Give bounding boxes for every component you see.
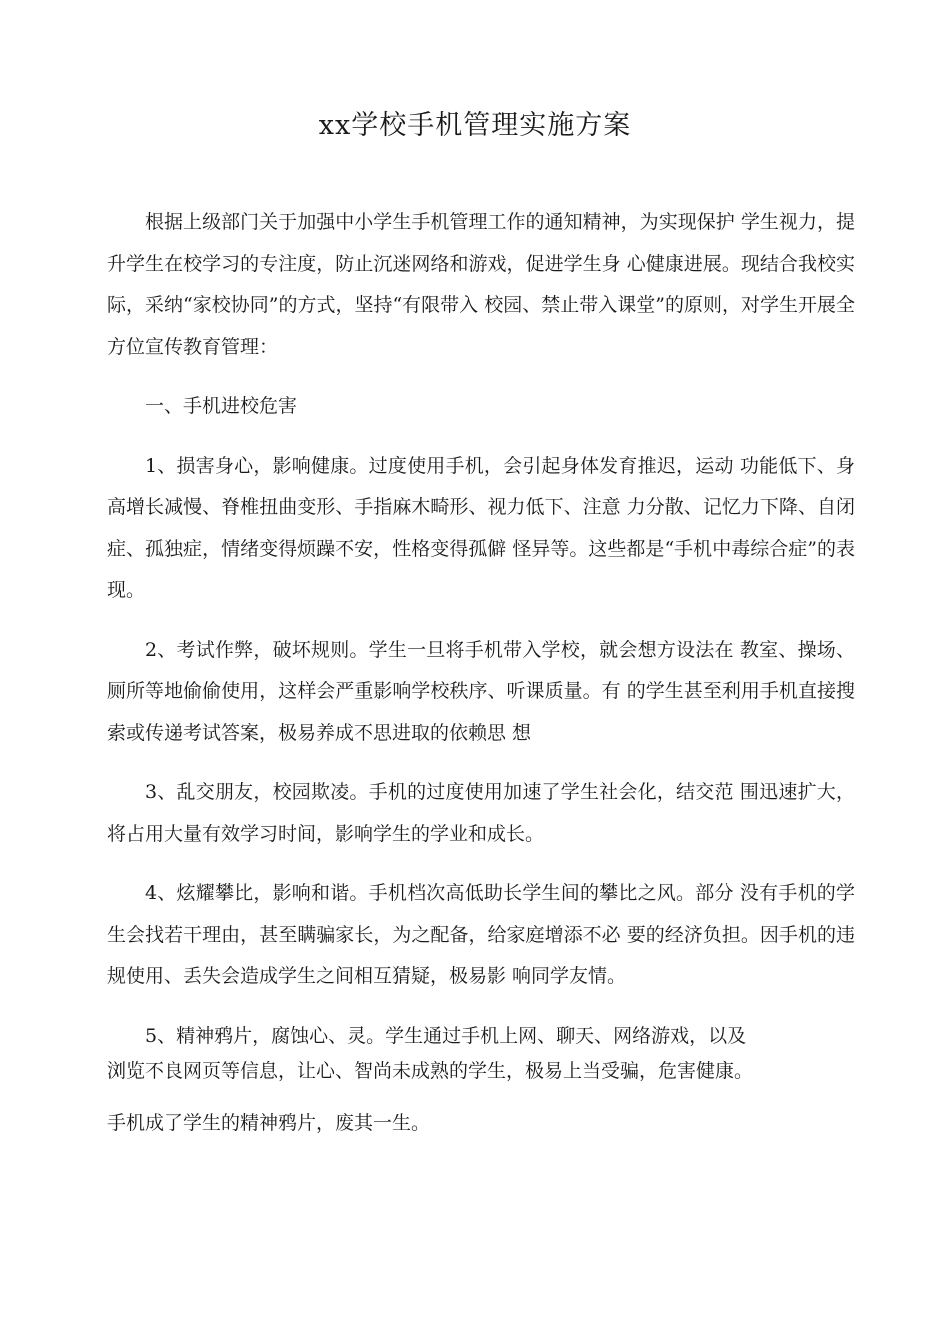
list-item-5-line-1: 5、精神鸦片，腐蚀心、灵。学生通过手机上网、聊天、网络游戏，以及 (145, 1024, 747, 1047)
list-item-5-line-2: 浏览不良网页等信息，让心、智尚未成熟的学生，极易上当受骗，危害健康。 (107, 1060, 754, 1082)
list-item-2: 2、考试作弊，破坏规则。学生一旦将手机带入学校，就会想方设法在 教室、操场、厕所等地偷偷使用，这样会严重影响学校秩序、听课质量。有 的学生甚至利用手机直接搜索或传递考试答案，极易养成不思进取的依赖思 想 (107, 638, 855, 744)
document-body (107, 202, 855, 1162)
list-item-5-line-3: 手机成了学生的精神鸦片，废其一生。 (107, 1111, 431, 1134)
document-title: xx学校手机管理实施方案 (318, 110, 632, 141)
list-item-1: 1、损害身心，影响健康。过度使用手机，会引起身体发育推迟，运动 功能低下、身高增长减慢、脊椎扭曲变形、手指麻木畸形、视力低下、注意 力分散、记忆力下降、自闭症、孤独症，情绪变得烦躁不安，性格变得孤僻 怪异等。这些都是“手机中毒综合症”的表现。 (107, 454, 855, 601)
list-item-3: 3、乱交朋友，校园欺凌。手机的过度使用加速了学生社会化，结交范 围迅速扩大，将占用大量有效学习时间，影响学生的学业和成长。 (107, 781, 855, 845)
list-item-4: 4、炫耀攀比，影响和谐。手机档次高低助长学生间的攀比之风。部分 没有手机的学生会找若干理由，甚至瞒骗家长，为之配备，给家庭增添不必 要的经济负担。因手机的违规使用、丢失会造成学生之间相互猜疑，极易影 响同学友情。 (107, 882, 855, 987)
intro-paragraph: 根据上级部门关于加强中小学生手机管理工作的通知精神，为实现保护 学生视力，提升学生在校学习的专注度，防止沉迷网络和游戏，促进学生身 心健康进展。现结合我校实际，采纳“家校协同”的方式，坚持“有限带入 校园、禁止带入课堂”的原则，对学生开展全方位宣传教育管理： (107, 211, 855, 358)
section-heading: 一、手机进校危害 (145, 395, 298, 417)
